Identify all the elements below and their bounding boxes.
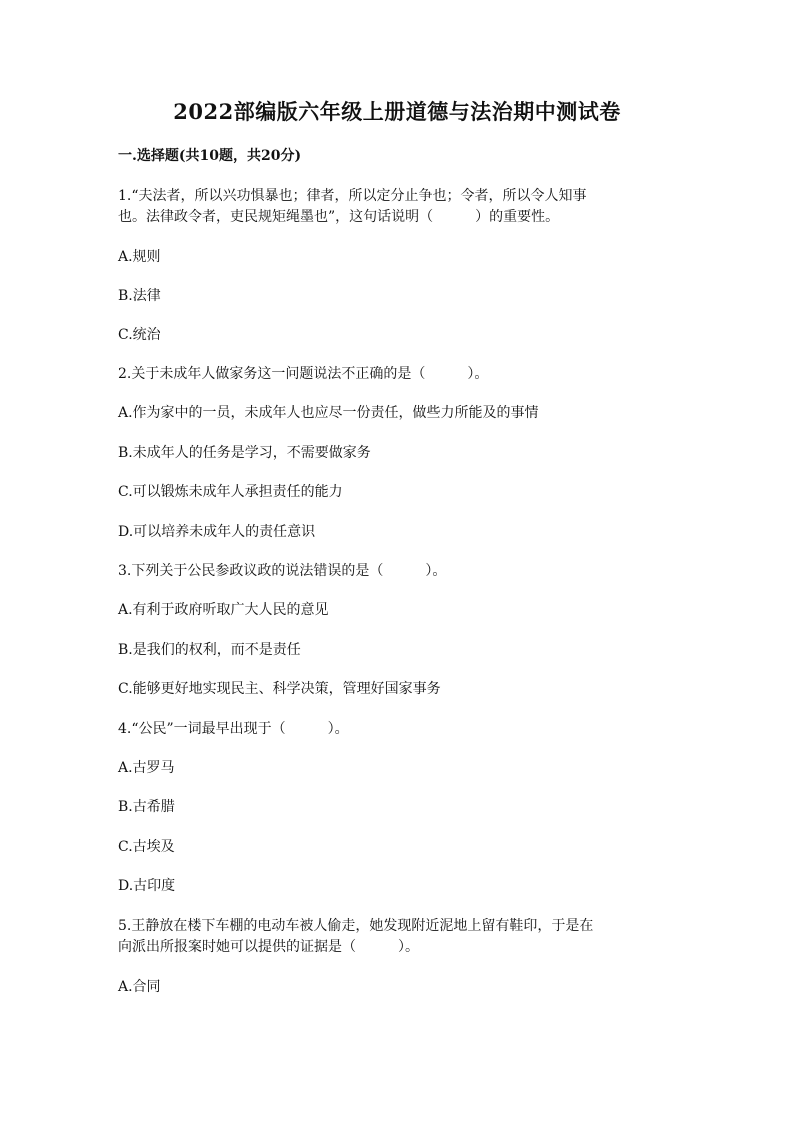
question-1-stem-line-2: 也。法律政令者，吏民规矩绳墨也”，这句话说明（ ）的重要性。 [118,209,560,225]
question-3-option-b: B.是我们的权利，而不是责任 [118,642,301,658]
question-5-option-a: A.合同 [118,979,161,995]
question-3-stem: 3.下列关于公民参政议政的说法错误的是（ ）。 [118,563,447,579]
question-1-option-a: A.规则 [118,249,161,265]
question-4-stem: 4.“公民”一词最早出现于（ ）。 [118,721,349,737]
question-5-stem-line-2: 向派出所报案时她可以提供的证据是（ ）。 [118,939,419,955]
question-2-option-b: B.未成年人的任务是学习，不需要做家务 [118,445,371,461]
question-3-option-c: C.能够更好地实现民主、科学决策，管理好国家事务 [118,681,441,697]
question-2-option-d: D.可以培养未成年人的责任意识 [118,524,316,540]
question-2-stem: 2.关于未成年人做家务这一问题说法不正确的是（ ）。 [118,366,489,382]
question-4-option-b: B.古希腊 [118,799,175,815]
question-3-option-a: A.有利于政府听取广大人民的意见 [118,602,329,618]
section-heading: 一.选择题(共10题，共20分) [118,148,302,164]
question-4-option-a: A.古罗马 [118,760,175,776]
question-4-option-d: D.古印度 [118,878,176,894]
question-1-stem-line-1: 1.“夫法者，所以兴功惧暴也；律者，所以定分止争也；令者，所以令人知事 [118,188,587,204]
question-2-option-c: C.可以锻炼未成年人承担责任的能力 [118,484,343,500]
question-2-option-a: A.作为家中的一员，未成年人也应尽一份责任，做些力所能及的事情 [118,405,539,421]
question-1-option-c: C.统治 [118,327,161,343]
question-4-option-c: C.古埃及 [118,839,175,855]
question-1-option-b: B.法律 [118,288,161,304]
page-title: 2022部编版六年级上册道德与法治期中测试卷 [173,99,621,124]
question-5-stem-line-1: 5.王静放在楼下车棚的电动车被人偷走，她发现附近泥地上留有鞋印，于是在 [118,918,594,934]
